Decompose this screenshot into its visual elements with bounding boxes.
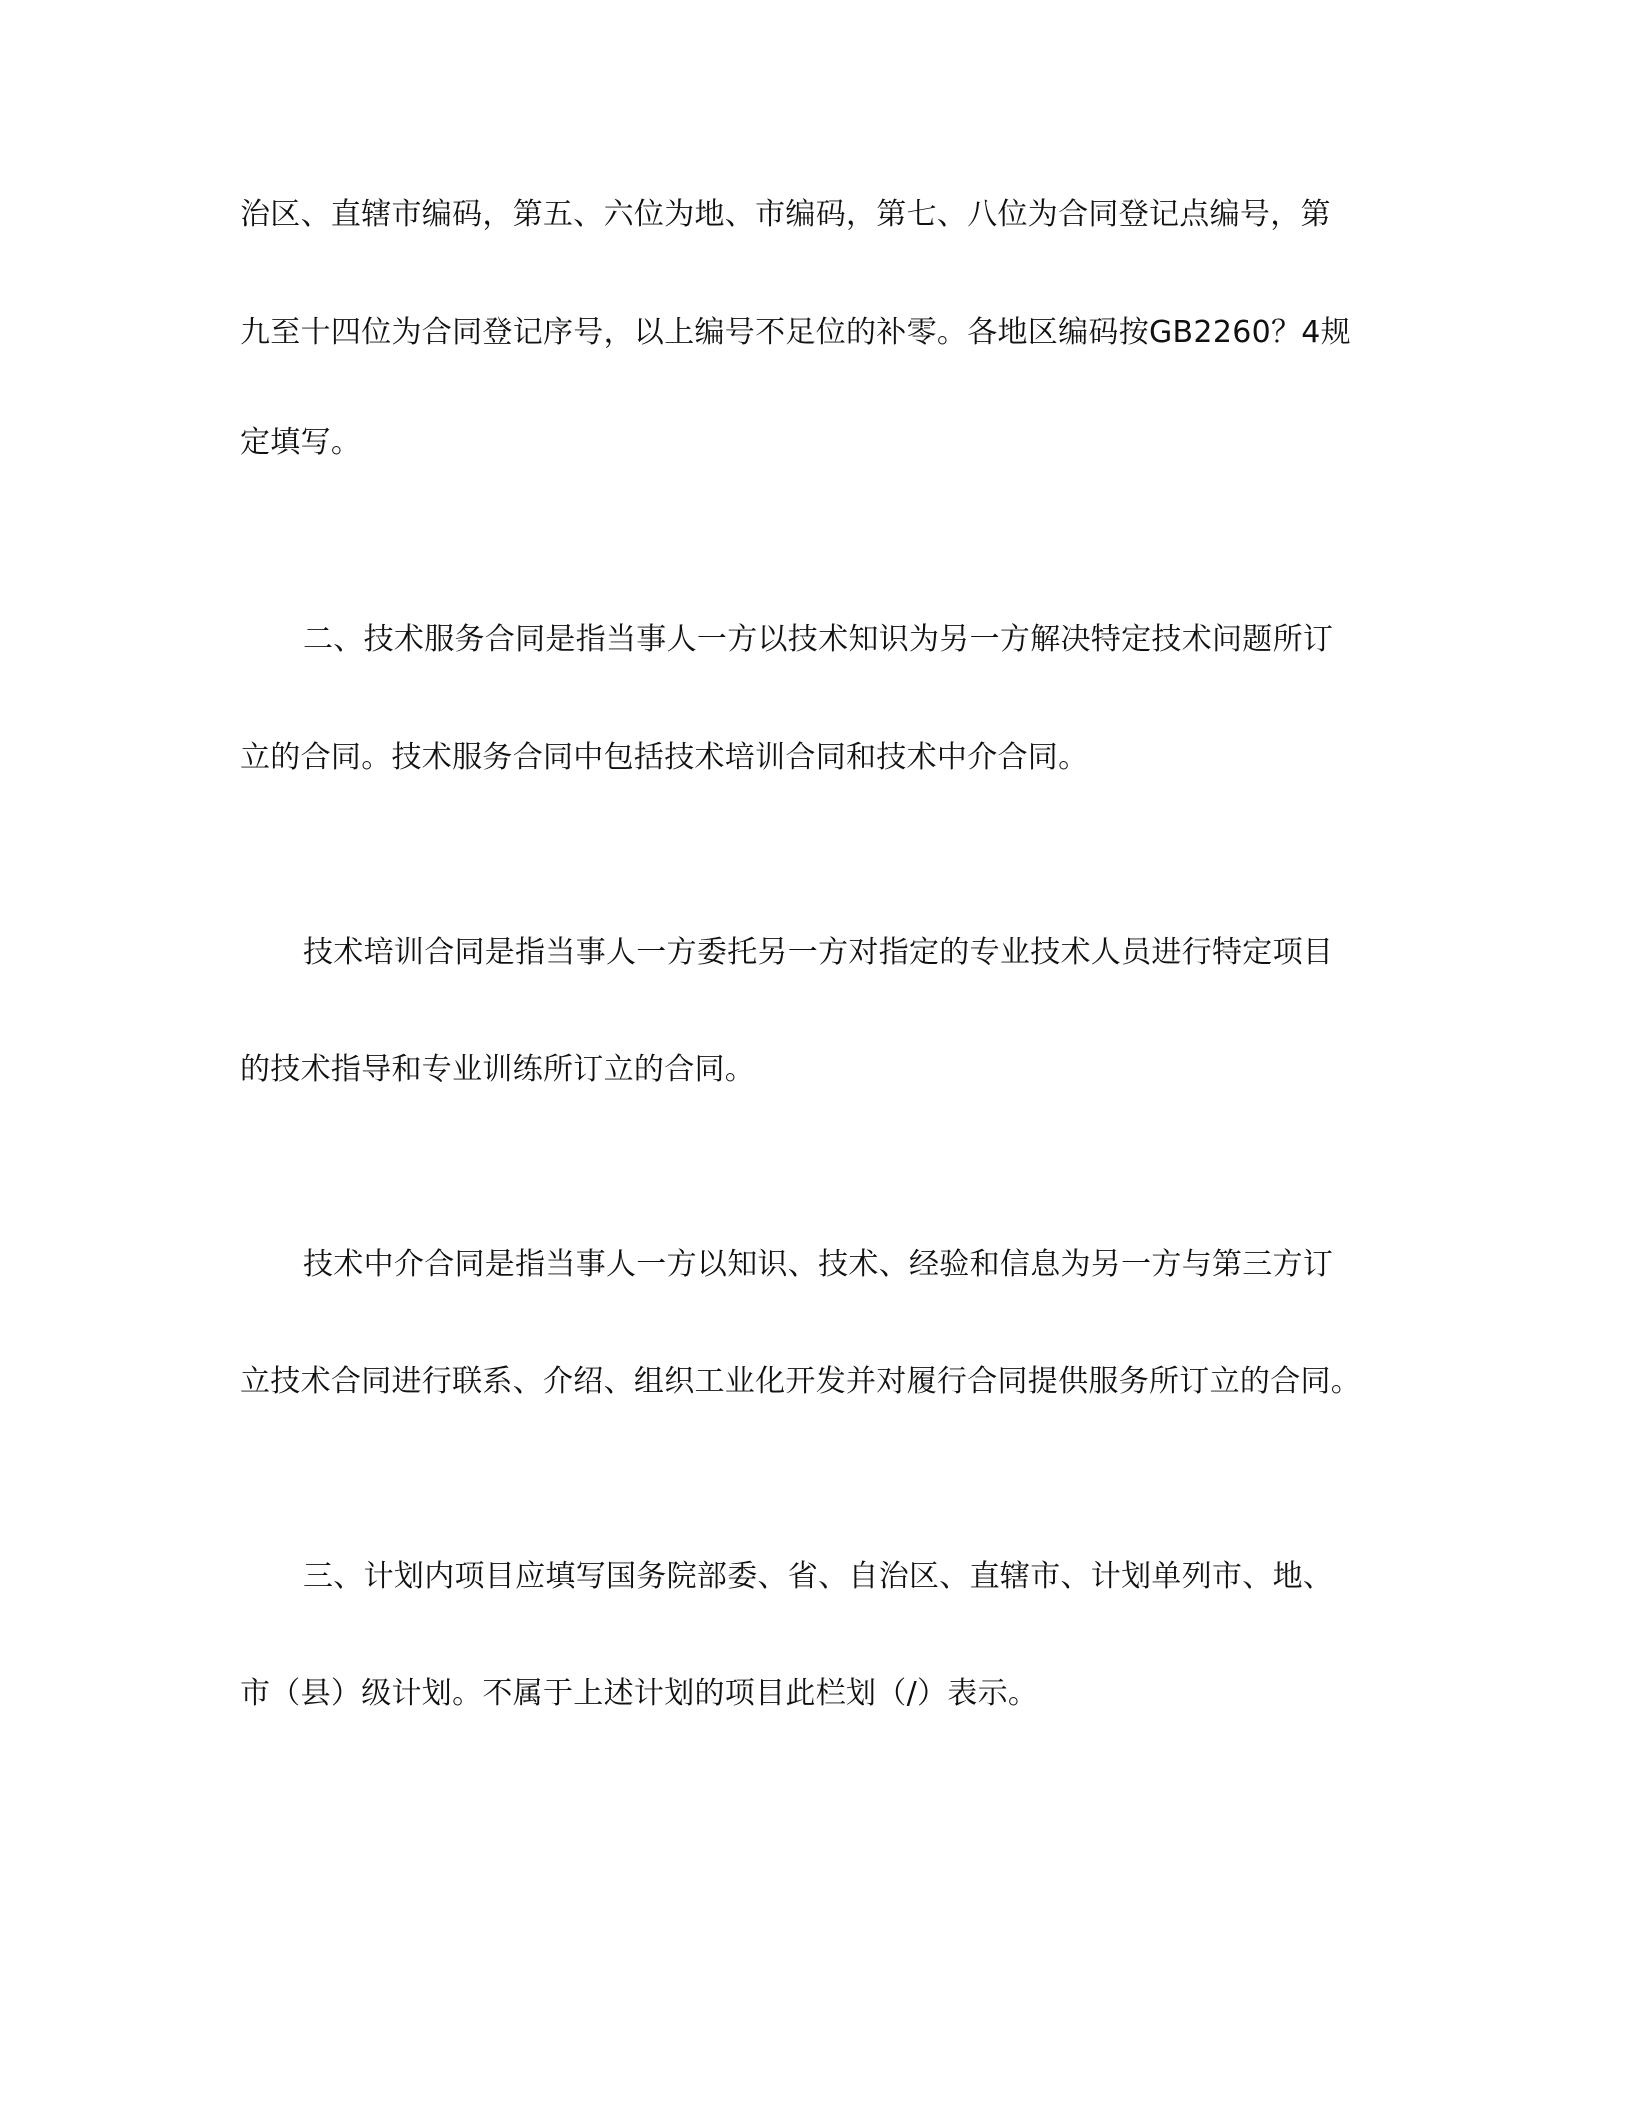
paragraph-3-line-2: 的技术指导和专业训练所订立的合同。 [240, 1052, 756, 1087]
paragraph-5-line-1: 三、计划内项目应填写国务院部委、省、自治区、直辖市、计划单列市、地、 [303, 1559, 1334, 1594]
paragraph-1-line-1: 治区、直辖市编码，第五、六位为地、市编码，第七、八位为合同登记点编号，第 [240, 197, 1331, 232]
paragraph-1-line-2: 九至十四位为合同登记序号，以上编号不足位的补零。各地区编码按GB2260？4规 [240, 315, 1351, 350]
paragraph-2-line-1: 二、技术服务合同是指当事人一方以技术知识为另一方解决特定技术问题所订 [303, 622, 1334, 657]
paragraph-1-line-3: 定填写。 [240, 425, 362, 460]
paragraph-4-line-1: 技术中介合同是指当事人一方以知识、技术、经验和信息为另一方与第三方订 [303, 1247, 1334, 1282]
paragraph-5-line-2: 市（县）级计划。不属于上述计划的项目此栏划（/）表示。 [240, 1676, 1039, 1711]
paragraph-4-line-2: 立技术合同进行联系、介绍、组织工业化开发并对履行合同提供服务所订立的合同。 [240, 1364, 1362, 1399]
paragraph-3-line-1: 技术培训合同是指当事人一方委托另一方对指定的专业技术人员进行特定项目 [303, 935, 1334, 970]
paragraph-2-line-2: 立的合同。技术服务合同中包括技术培训合同和技术中介合同。 [240, 740, 1089, 775]
